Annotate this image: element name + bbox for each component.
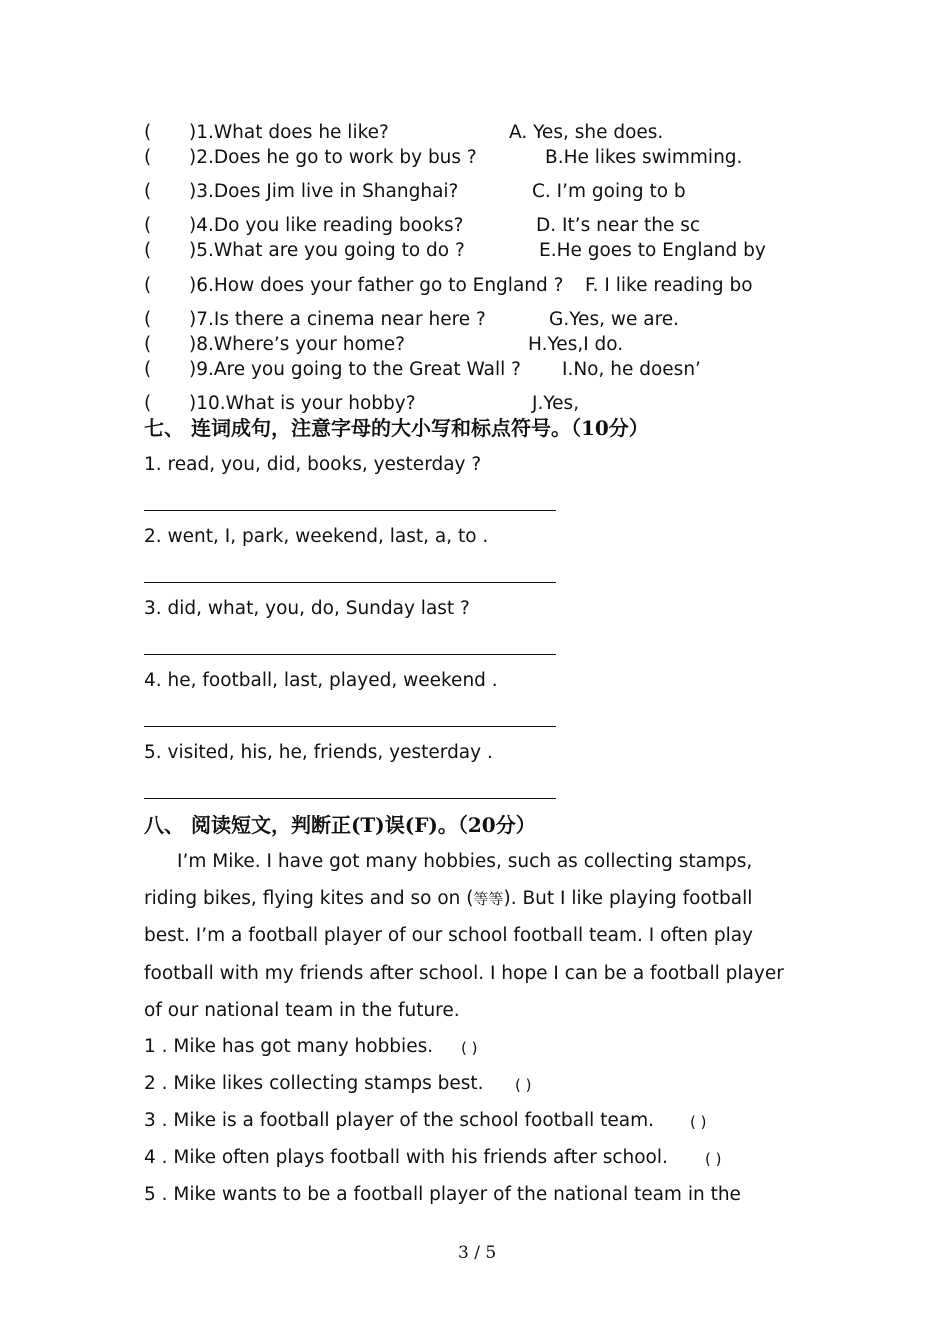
answer-line[interactable]: [144, 510, 556, 511]
answer-option: H.Yes,I do.: [528, 334, 624, 355]
question-text: )5.What are you going to do ?: [189, 240, 465, 261]
question-paren-open: (: [144, 215, 152, 236]
question-paren-open: (: [144, 147, 152, 168]
question-text: )10.What is your hobby?: [189, 393, 416, 414]
question-text: )7.Is there a cinema near here ?: [189, 309, 486, 330]
answer-line[interactable]: [144, 582, 556, 583]
question-paren-open: (: [144, 181, 152, 202]
answer-option: G.Yes, we are.: [549, 309, 680, 330]
answer-line[interactable]: [144, 654, 556, 655]
answer-line[interactable]: [144, 726, 556, 727]
scramble-item: 2. went, I, park, weekend, last, a, to .: [144, 526, 489, 547]
answer-option: D. It’s near the sc: [536, 215, 701, 236]
passage-line: riding bikes, flying kites and so on (等等). But I like playing football: [144, 888, 753, 909]
question-text: )6.How does your father go to England ?: [189, 275, 564, 296]
answer-option: E.He goes to England by: [539, 240, 766, 261]
scramble-item: 5. visited, his, he, friends, yesterday .: [144, 742, 493, 763]
question-paren-open: (: [144, 393, 152, 414]
true-false-statement: 1 . Mike has got many hobbies.: [144, 1036, 434, 1057]
true-false-statement: 4 . Mike often plays football with his friends after school.: [144, 1147, 668, 1168]
passage-line: best. I’m a football player of our school football team. I often play: [144, 925, 754, 946]
answer-blank[interactable]: ( ): [705, 1150, 722, 1168]
scramble-item: 4. he, football, last, played, weekend .: [144, 670, 498, 691]
question-text: )4.Do you like reading books?: [189, 215, 464, 236]
answer-line[interactable]: [144, 798, 556, 799]
answer-option: B.He likes swimming.: [545, 147, 743, 168]
answer-option: J.Yes,: [532, 393, 580, 414]
answer-option: I.No, he doesn’: [562, 359, 701, 380]
answer-option: C. I’m going to b: [532, 181, 686, 202]
answer-blank[interactable]: ( ): [461, 1039, 478, 1057]
question-text: )9.Are you going to the Great Wall ?: [189, 359, 521, 380]
passage-line: I’m Mike. I have got many hobbies, such as collecting stamps,: [177, 851, 753, 872]
true-false-statement: 2 . Mike likes collecting stamps best.: [144, 1073, 484, 1094]
page-number: 3 / 5: [458, 1243, 497, 1263]
question-paren-open: (: [144, 359, 152, 380]
question-paren-open: (: [144, 275, 152, 296]
section-7-title: 七、 连词成句，注意字母的大小写和标点符号。（10分）: [144, 416, 649, 440]
question-text: )2.Does he go to work by bus ?: [189, 147, 477, 168]
question-text: )1.What does he like?: [189, 122, 389, 143]
question-text: )8.Where’s your home?: [189, 334, 405, 355]
question-paren-open: (: [144, 334, 152, 355]
passage-line: of our national team in the future.: [144, 1000, 460, 1021]
question-paren-open: (: [144, 240, 152, 261]
question-paren-open: (: [144, 309, 152, 330]
answer-blank[interactable]: ( ): [690, 1113, 707, 1131]
answer-blank[interactable]: ( ): [515, 1076, 532, 1094]
section-8-title: 八、 阅读短文，判断正(T)误(F)。（20分）: [144, 813, 536, 837]
passage-line: football with my friends after school. I hope I can be a football player: [144, 963, 784, 984]
answer-option: A. Yes, she does.: [509, 122, 664, 143]
true-false-statement: 5 . Mike wants to be a football player of the national team in the: [144, 1184, 741, 1205]
true-false-statement: 3 . Mike is a football player of the school football team.: [144, 1110, 655, 1131]
scramble-item: 1. read, you, did, books, yesterday ?: [144, 454, 482, 475]
answer-option: F. I like reading bo: [585, 275, 753, 296]
question-text: )3.Does Jim live in Shanghai?: [189, 181, 459, 202]
question-paren-open: (: [144, 122, 152, 143]
scramble-item: 3. did, what, you, do, Sunday last ?: [144, 598, 470, 619]
